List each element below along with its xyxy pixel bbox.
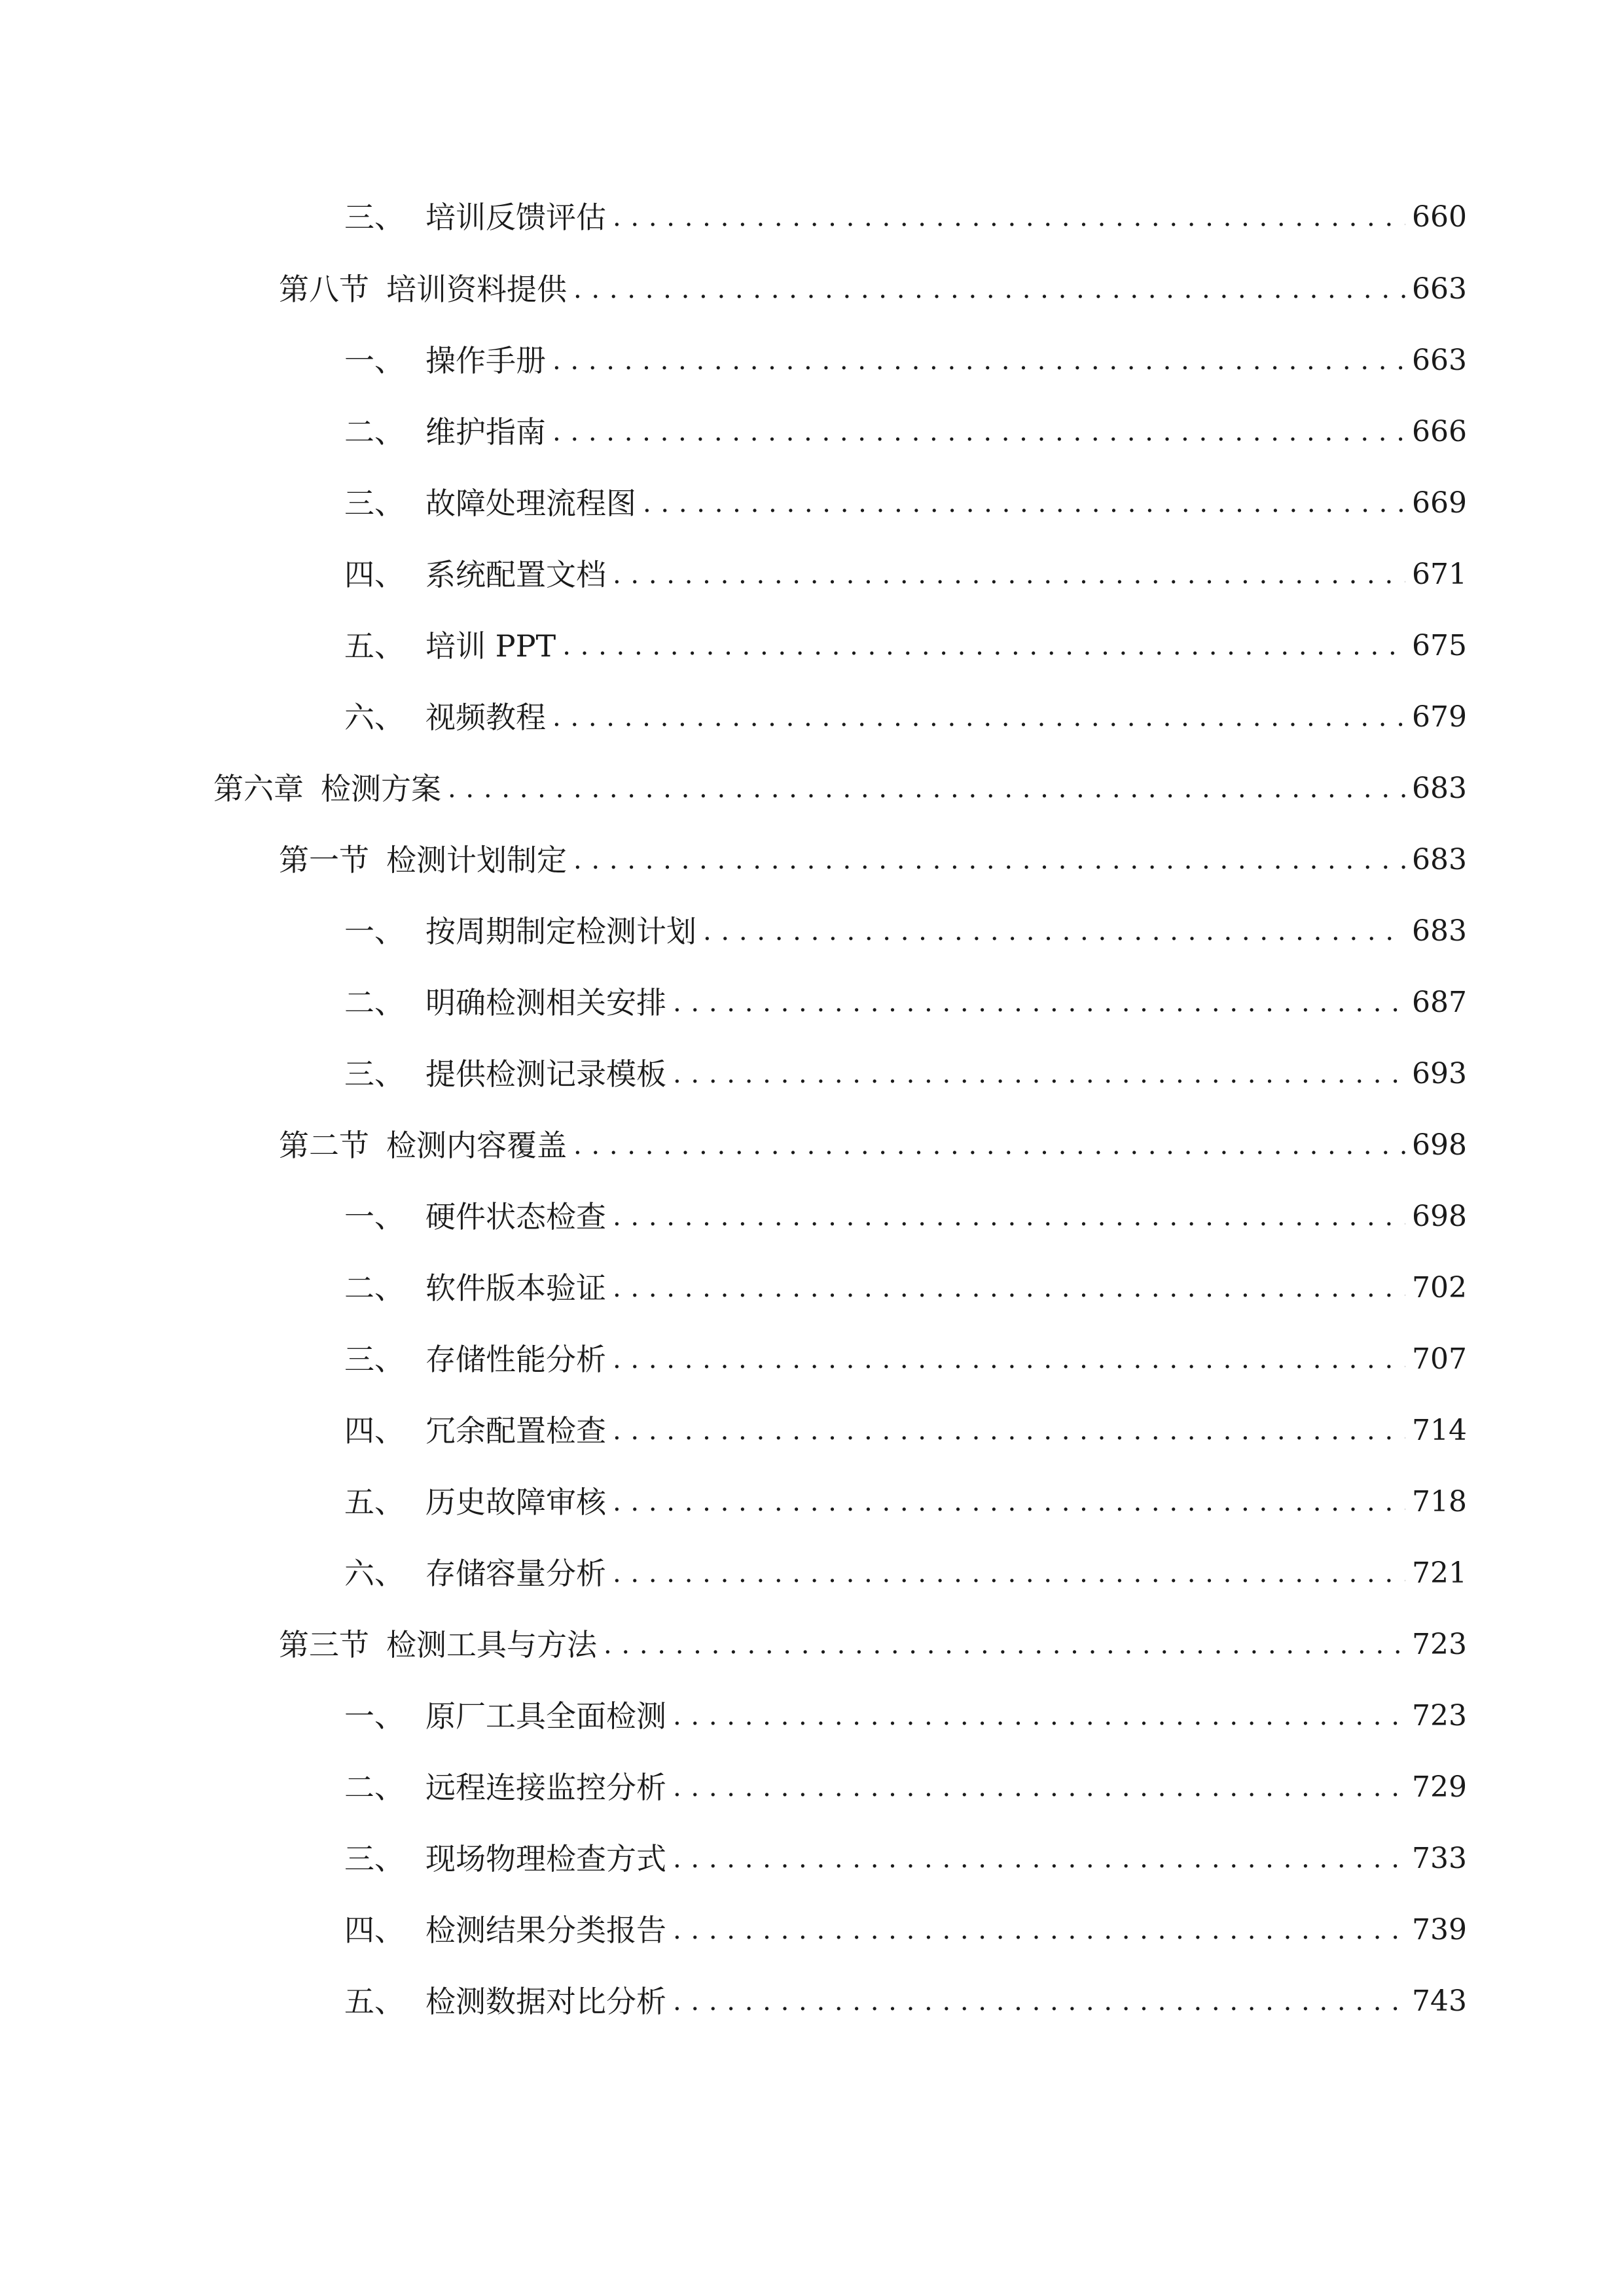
entry-number: 一、 <box>344 343 405 378</box>
entry-page-number: 687 <box>1412 986 1467 1019</box>
entry-title: 维护指南 <box>425 414 546 450</box>
entry-page-number: 739 <box>1412 1913 1467 1946</box>
dot-leader <box>573 263 1405 315</box>
toc-entry[interactable] <box>344 1975 1467 2028</box>
entry-page-number: 669 <box>1412 486 1467 520</box>
dot-leader <box>613 1333 1405 1386</box>
entry-number: 五、 <box>344 1484 405 1520</box>
entry-title: 明确检测相关安排 <box>425 985 666 1020</box>
entry-page-number: 671 <box>1412 558 1467 591</box>
dot-leader <box>613 191 1405 243</box>
toc-entry[interactable] <box>344 1048 1467 1100</box>
toc-entry[interactable] <box>344 1262 1467 1314</box>
entry-page-number: 723 <box>1412 1699 1467 1732</box>
toc-entry[interactable] <box>344 1405 1467 1457</box>
toc-entry[interactable] <box>344 1191 1467 1243</box>
toc-entry[interactable] <box>344 548 1467 601</box>
dot-leader <box>552 334 1405 387</box>
entry-title: 操作手册 <box>425 343 546 378</box>
entry-page-number: 698 <box>1412 1128 1467 1162</box>
entry-number: 六、 <box>344 1556 405 1591</box>
entry-number: 四、 <box>344 1413 405 1448</box>
entry-page-number: 718 <box>1412 1485 1467 1518</box>
toc-entry[interactable] <box>344 691 1467 744</box>
dot-leader <box>673 1048 1405 1100</box>
dot-leader <box>613 1547 1405 1600</box>
toc-entry[interactable] <box>344 1547 1467 1600</box>
entry-page-number: 707 <box>1412 1342 1467 1376</box>
entry-number: 第三节 <box>279 1627 369 1662</box>
entry-title: 提供检测记录模板 <box>425 1056 666 1092</box>
toc-entry[interactable] <box>344 620 1467 672</box>
entry-page-number: 675 <box>1412 629 1467 662</box>
dot-leader <box>448 762 1405 815</box>
entry-title: 检测工具与方法 <box>386 1627 597 1662</box>
toc-entry[interactable] <box>344 191 1467 243</box>
entry-title: 视频教程 <box>425 700 546 735</box>
entry-number: 二、 <box>344 1770 405 1805</box>
toc-entry[interactable] <box>279 1119 1467 1172</box>
entry-title: 按周期制定检测计划 <box>425 914 696 949</box>
entry-number: 三、 <box>344 200 405 235</box>
dot-leader <box>573 834 1405 886</box>
entry-title: 检测内容覆盖 <box>386 1128 567 1163</box>
toc-entry[interactable] <box>344 905 1467 958</box>
entry-title: 历史故障审核 <box>425 1484 606 1520</box>
toc-entry[interactable] <box>344 406 1467 458</box>
entry-number: 四、 <box>344 557 405 592</box>
toc-entry[interactable] <box>344 334 1467 387</box>
toc-entry[interactable] <box>213 762 1467 815</box>
entry-page-number: 743 <box>1412 1984 1467 2018</box>
dot-leader <box>643 477 1405 529</box>
entry-title: 系统配置文档 <box>425 557 606 592</box>
entry-page-number: 683 <box>1412 843 1467 876</box>
entry-title: 培训反馈评估 <box>425 200 606 235</box>
dot-leader <box>613 1262 1405 1314</box>
entry-page-number: 683 <box>1412 914 1467 948</box>
dot-leader <box>613 1476 1405 1528</box>
dot-leader <box>613 548 1405 601</box>
dot-leader <box>613 1191 1405 1243</box>
entry-number: 一、 <box>344 1199 405 1234</box>
entry-title: 培训资料提供 <box>386 272 567 307</box>
entry-number: 一、 <box>344 914 405 949</box>
dot-leader <box>673 1975 1405 2028</box>
entry-number: 五、 <box>344 1984 405 2019</box>
entry-title: 检测数据对比分析 <box>425 1984 666 2019</box>
dot-leader <box>573 1119 1405 1172</box>
entry-page-number: 721 <box>1412 1556 1467 1590</box>
entry-number: 三、 <box>344 1841 405 1876</box>
toc-entry[interactable] <box>344 1904 1467 1956</box>
entry-title: 培训 PPT <box>425 628 556 664</box>
entry-title: 存储容量分析 <box>425 1556 606 1591</box>
toc-entry[interactable] <box>344 1690 1467 1742</box>
entry-number: 六、 <box>344 700 405 735</box>
entry-page-number: 702 <box>1412 1271 1467 1304</box>
entry-page-number: 666 <box>1412 415 1467 448</box>
entry-number: 二、 <box>344 985 405 1020</box>
toc-entry[interactable] <box>344 1761 1467 1814</box>
entry-page-number: 663 <box>1412 344 1467 377</box>
entry-page-number: 714 <box>1412 1414 1467 1447</box>
entry-page-number: 729 <box>1412 1770 1467 1804</box>
entry-page-number: 693 <box>1412 1057 1467 1090</box>
entry-title: 现场物理检查方式 <box>425 1841 666 1876</box>
toc-entry[interactable] <box>344 477 1467 529</box>
entry-title: 故障处理流程图 <box>425 486 636 521</box>
entry-page-number: 660 <box>1412 200 1467 234</box>
entry-title: 软件版本验证 <box>425 1270 606 1306</box>
entry-number: 五、 <box>344 628 405 664</box>
entry-number: 三、 <box>344 1056 405 1092</box>
dot-leader <box>673 1761 1405 1814</box>
entry-title: 检测结果分类报告 <box>425 1912 666 1948</box>
entry-number: 二、 <box>344 414 405 450</box>
dot-leader <box>703 905 1405 958</box>
dot-leader <box>562 620 1405 672</box>
toc-entry[interactable] <box>279 1619 1467 1671</box>
entry-number: 一、 <box>344 1698 405 1734</box>
entry-page-number: 698 <box>1412 1200 1467 1233</box>
entry-page-number: 733 <box>1412 1842 1467 1875</box>
dot-leader <box>673 1904 1405 1956</box>
entry-number: 第八节 <box>279 272 369 307</box>
entry-title: 检测计划制定 <box>386 842 567 878</box>
toc-entry[interactable] <box>279 263 1467 315</box>
entry-number: 三、 <box>344 1342 405 1377</box>
entry-page-number: 679 <box>1412 700 1467 734</box>
entry-number: 三、 <box>344 486 405 521</box>
dot-leader <box>604 1619 1405 1671</box>
entry-number: 第一节 <box>279 842 369 878</box>
entry-page-number: 723 <box>1412 1628 1467 1661</box>
dot-leader <box>673 1833 1405 1885</box>
entry-number: 四、 <box>344 1912 405 1948</box>
dot-leader <box>552 406 1405 458</box>
toc-entry[interactable] <box>279 834 1467 886</box>
dot-leader <box>613 1405 1405 1457</box>
entry-title: 冗余配置检查 <box>425 1413 606 1448</box>
entry-title: 原厂工具全面检测 <box>425 1698 666 1734</box>
toc-entry[interactable] <box>344 1476 1467 1528</box>
entry-title: 检测方案 <box>321 771 441 806</box>
entry-page-number: 683 <box>1412 772 1467 805</box>
entry-title: 硬件状态检查 <box>425 1199 606 1234</box>
entry-title: 远程连接监控分析 <box>425 1770 666 1805</box>
entry-number: 二、 <box>344 1270 405 1306</box>
dot-leader <box>673 1690 1405 1742</box>
entry-page-number: 663 <box>1412 272 1467 306</box>
toc-entry[interactable] <box>344 1833 1467 1885</box>
entry-title: 存储性能分析 <box>425 1342 606 1377</box>
toc-entry[interactable] <box>344 977 1467 1029</box>
dot-leader <box>673 977 1405 1029</box>
entry-number: 第二节 <box>279 1128 369 1163</box>
dot-leader <box>552 691 1405 744</box>
toc-entry[interactable] <box>344 1333 1467 1386</box>
entry-number: 第六章 <box>213 771 304 806</box>
